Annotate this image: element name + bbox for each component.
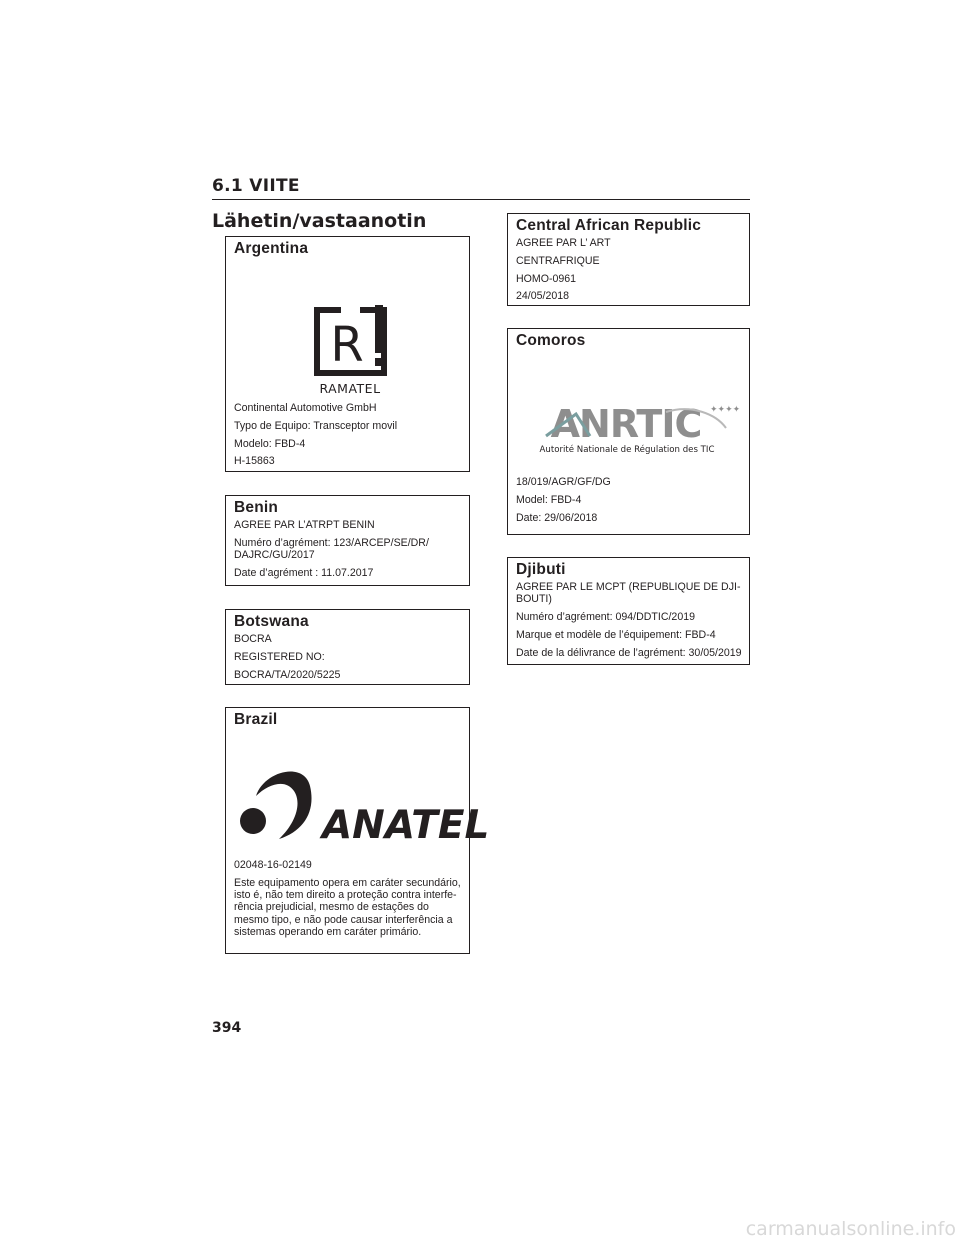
brazil-line-3: isto é, não tem direito a proteção contra interfe- xyxy=(234,889,457,902)
botswana-line-3: BOCRA/TA/2020/5225 xyxy=(234,668,341,681)
djibuti-line-3: Numéro d’agrément: 094/DDTIC/2019 xyxy=(516,611,696,624)
benin-line-1: AGREE PAR L’ATRPT BENIN xyxy=(234,519,375,531)
comoros-title: Comoros xyxy=(516,332,586,349)
brazil-title: Brazil xyxy=(234,711,278,728)
benin-title: Benin xyxy=(234,499,279,516)
botswana-title: Botswana xyxy=(234,613,309,630)
argentina-line-1: Continental Automotive GmbH xyxy=(234,402,377,414)
argentina-line-2: Typo de Equipo: Transceptor movil xyxy=(234,419,398,432)
benin-line-2: Numéro d’agrément: 123/ARCEP/SE/DR/ xyxy=(234,536,429,549)
section-divider xyxy=(212,199,750,200)
argentina-title: Argentina xyxy=(234,240,309,257)
botswana-box xyxy=(225,609,470,685)
brazil-line-1: 02048-16-02149 xyxy=(234,859,312,871)
comoros-line-1: 18/019/AGR/GF/DG xyxy=(516,476,611,488)
djibuti-line-1: AGREE PAR LE MCPT (REPUBLIQUE DE DJI- xyxy=(516,581,741,593)
djibuti-line-5: Date de la délivrance de l’agrément: 30/05/2019 xyxy=(516,646,742,659)
botswana-line-1: BOCRA xyxy=(234,633,272,645)
ramatel-logo xyxy=(234,260,462,402)
brazil-line-5: mesmo tipo, e não pode causar interferência a xyxy=(234,913,453,926)
brazil-line-4: rência prejudicial, mesmo de estações do xyxy=(234,901,429,914)
section-header: 6.1 VIITE xyxy=(212,176,300,196)
anrtic-logo-subtext: Autorité Nationale de Régulation des TIC xyxy=(539,445,715,455)
brazil-box xyxy=(225,707,490,954)
benin-line-4: Date d’agrément : 11.07.2017 xyxy=(234,566,374,579)
anatel-logo xyxy=(234,731,490,859)
argentina-line-4: H-15863 xyxy=(234,455,275,468)
argentina-box xyxy=(225,236,470,472)
page-number: 394 xyxy=(212,1020,242,1036)
page-subheading: Lähetin/vastaanotin xyxy=(212,210,427,232)
djibuti-line-2: BOUTI) xyxy=(516,593,552,606)
anatel-logo-mark xyxy=(234,731,490,859)
djibuti-line-4: Marque et modèle de l’équipement: FBD-4 xyxy=(516,628,716,641)
watermark-url: carmanualsonline.info xyxy=(745,1218,956,1240)
car-line-4: 24/05/2018 xyxy=(516,290,570,303)
djibuti-title: Djibuti xyxy=(516,561,566,578)
car-line-1: AGREE PAR L’ ART xyxy=(516,237,611,249)
djibuti-box xyxy=(507,557,750,665)
ramatel-logo-mark xyxy=(234,260,463,402)
comoros-box xyxy=(507,328,750,535)
brazil-line-6: sistemas operando em caráter primário. xyxy=(234,925,422,938)
brazil-line-2: Este equipamento opera em caráter secundário, xyxy=(234,876,461,889)
anatel-logo-text: ANATEL xyxy=(322,803,490,848)
svg-text:✦✦✦✦: ✦✦✦✦ xyxy=(710,405,741,415)
benin-line-3: DAJRC/GU/2017 xyxy=(234,549,315,562)
car-line-2: CENTRAFRIQUE xyxy=(516,254,600,267)
comoros-line-2: Model: FBD-4 xyxy=(516,493,582,506)
argentina-line-3: Modelo: FBD-4 xyxy=(234,437,306,450)
benin-box xyxy=(225,495,470,586)
car-line-3: HOMO-0961 xyxy=(516,272,577,285)
botswana-line-2: REGISTERED NO: xyxy=(234,650,325,663)
central-african-republic-box xyxy=(507,213,750,306)
ramatel-logo-letter: R xyxy=(330,317,364,373)
comoros-line-3: Date: 29/06/2018 xyxy=(516,511,598,524)
anrtic-logo-text: ANRTIC xyxy=(550,402,702,446)
central-african-republic-title: Central African Republic xyxy=(516,217,702,234)
anrtic-logo-mark xyxy=(516,352,743,476)
ramatel-logo-text: RAMATEL xyxy=(319,381,381,396)
anrtic-logo xyxy=(516,352,742,476)
